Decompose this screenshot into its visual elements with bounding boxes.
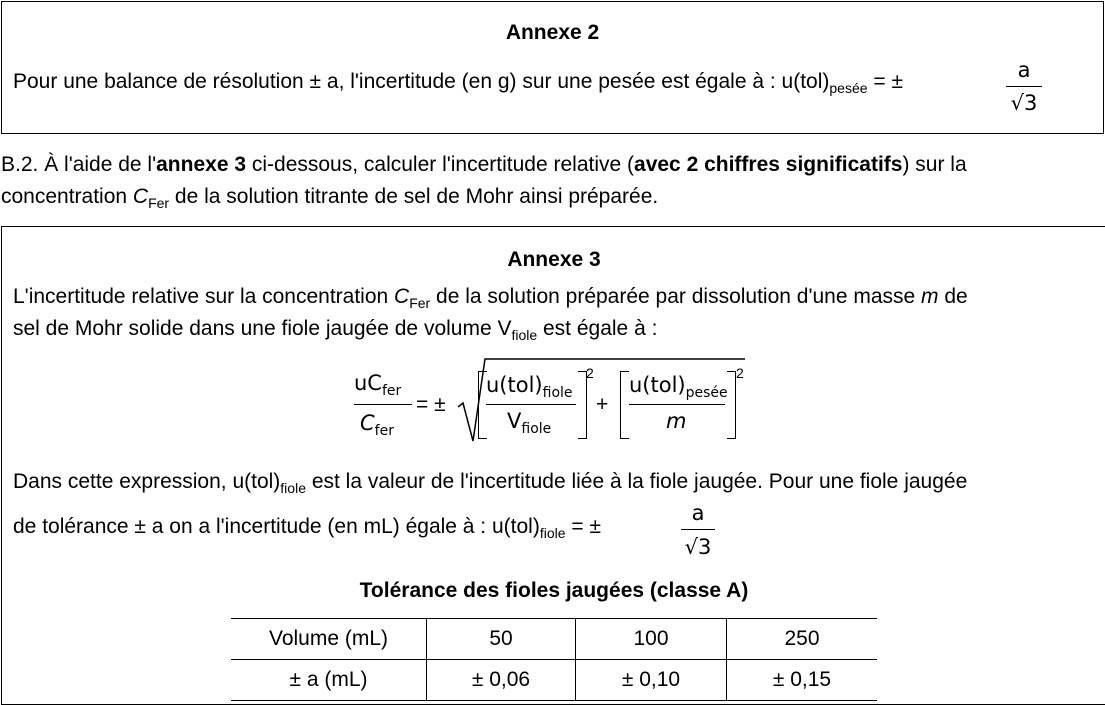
annexe-2-text: Pour une balance de résolution ± a, l'incertitude (en g) sur une pesée est égale à : $u(tol)_{pesée}$ = ± <box>13 70 903 96</box>
question-line-2: concentration $C_{Fer}$ de la solution titrante de sel de Mohr ainsi préparée. <box>1 185 659 211</box>
fraction-numerator: a <box>1017 58 1031 82</box>
table-cell: ± 0,10 <box>576 660 727 701</box>
formula-lhs-bar <box>354 404 412 405</box>
subscript-pesee: pesée <box>829 80 868 96</box>
tolerance-table <box>231 618 877 701</box>
bracket-right-2 <box>727 371 736 439</box>
concentration-symbol: C <box>132 185 149 208</box>
formula-plus: + <box>596 393 609 416</box>
table-cell: 100 <box>576 619 727 660</box>
fiole-fraction-numerator: a <box>691 501 705 525</box>
mass-symbol: m <box>921 285 939 308</box>
tolerance-table-title: Tolérance des fioles jaugées (classe A) <box>359 579 749 602</box>
term-1-bar <box>486 404 576 405</box>
bracket-left-2 <box>620 371 629 439</box>
annexe-2-title: Annexe 2 <box>505 21 600 44</box>
table-cell: 250 <box>727 619 878 660</box>
term-2-denominator: m <box>666 409 687 433</box>
term-1-numerator: $u(tol)_{fiole}$ <box>486 373 573 401</box>
annexe-3-paragraph-line-2: sel de Mohr solide dans une fiole jaugée de volume $V_{fiole}$ est égale à : <box>13 317 658 343</box>
term-2-bar <box>629 404 725 405</box>
exponent-1: 2 <box>586 365 594 381</box>
fiole-fraction-bar <box>681 529 715 530</box>
table-cell: ± 0,15 <box>727 660 878 701</box>
bracket-right-1 <box>578 371 587 439</box>
annexe-3-paragraph-line-4: de tolérance ± a on a l'incertitude (en mL) égale à : $u(tol)_{fiole}$ = ± <box>13 515 601 541</box>
formula-lhs-numerator: $uC_{fer}$ <box>354 371 402 399</box>
table-cell: ± 0,06 <box>427 660 576 701</box>
table-row <box>231 660 877 701</box>
annexe-3-title: Annexe 3 <box>507 248 601 271</box>
question-line-1: B.2. À l'aide de l'annexe 3 ci-dessous, calculer l'incertitude relative (avec 2 chiffres significatifs) sur la <box>1 153 967 176</box>
exponent-2: 2 <box>736 365 744 381</box>
formula-equals: = ± <box>416 393 446 416</box>
table-cell: ± a (mL) <box>231 660 427 701</box>
annexe-3-reference: annexe 3 <box>156 153 247 176</box>
table-row <box>231 619 877 660</box>
annexe-2-box <box>1 1 1104 134</box>
fraction-denominator: √3 <box>1010 91 1038 115</box>
fiole-fraction-denominator: √3 <box>684 535 712 559</box>
formula-lhs-denominator: $C_{fer}$ <box>360 411 394 439</box>
table-cell: 50 <box>427 619 576 660</box>
annexe-3-paragraph-line-3: Dans cette expression, $u(tol)_{fiole}$ est la valeur de l'incertitude liée à la fiole jaugée. Pour une fiole jaugée <box>13 470 968 496</box>
term-2-numerator: $u(tol)_{pesée}$ <box>629 373 728 401</box>
term-1-denominator: $V_{fiole}$ <box>507 409 552 437</box>
significant-figures-emphasis: avec 2 chiffres significatifs <box>634 153 903 176</box>
fraction-bar <box>1006 86 1042 87</box>
table-cell: Volume (mL) <box>231 619 427 660</box>
equals-plus-minus: = ± <box>873 70 903 93</box>
annexe-3-paragraph-line-1: L'incertitude relative sur la concentration $C_{Fer}$ de la solution préparée par dissolution d'une masse m de <box>13 285 968 311</box>
